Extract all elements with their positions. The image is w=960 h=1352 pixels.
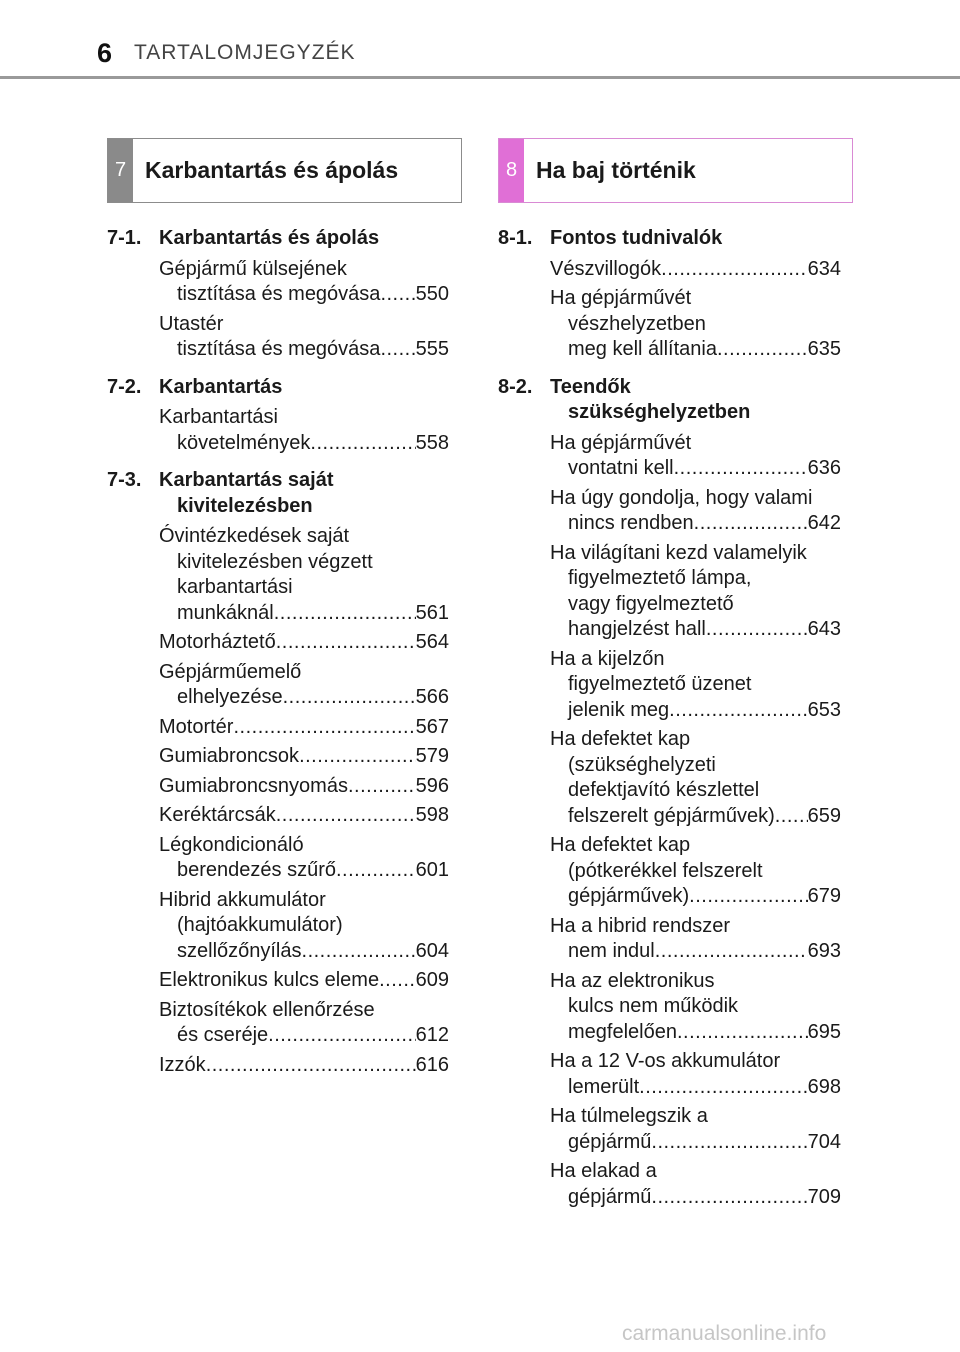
toc-entry-text: Vészvillogók — [550, 257, 662, 280]
toc-entry[interactable] — [159, 257, 449, 308]
toc-entry[interactable] — [159, 968, 449, 994]
toc-page-number: 642 — [807, 512, 841, 534]
toc-entry-text: nem indul — [568, 940, 655, 962]
toc-group-title-line: kivitelezésben — [177, 494, 313, 517]
toc-entry-text: gépjármű — [568, 1130, 652, 1153]
toc-entry-text: berendezés szűrő — [177, 859, 336, 881]
toc-entry-text: vontatni kell — [568, 457, 674, 479]
toc-entry[interactable] — [159, 312, 449, 363]
toc-entry-text: defektjavító készlettel — [568, 779, 760, 801]
dot-leader — [336, 858, 416, 884]
toc-entry-text: Ha elakad a — [550, 1160, 657, 1182]
toc-entry-last-line — [550, 617, 841, 643]
toc-page-number: 564 — [415, 631, 449, 653]
toc-entry-last-line — [159, 939, 449, 965]
toc-entry-text: Légkondicionáló — [159, 833, 304, 856]
toc-entry-last-line — [550, 1130, 841, 1156]
toc-entry-text: Ha defektet kap — [550, 834, 691, 856]
toc-page-number: 693 — [807, 940, 841, 962]
toc-entry[interactable] — [159, 803, 449, 829]
toc-entry-text: tisztítása és megóvása — [177, 338, 381, 360]
toc-entry-last-line — [550, 1185, 841, 1211]
dot-leader — [651, 1185, 807, 1211]
dot-leader — [689, 884, 807, 910]
toc-entry[interactable] — [550, 431, 841, 482]
toc-entry[interactable] — [550, 1159, 841, 1210]
dot-leader — [661, 257, 807, 283]
toc-entry-text: szellőzőnyílás — [177, 939, 302, 962]
dot-leader — [380, 337, 415, 363]
toc-entry-text: Ha defektet kap — [550, 728, 691, 750]
section-7-number: 7 — [108, 139, 133, 202]
toc-group — [498, 226, 841, 363]
toc-entry-last-line — [159, 282, 449, 308]
toc-entry-text: Motortér — [159, 715, 234, 738]
toc-page-number: 612 — [415, 1024, 449, 1046]
toc-entry-last-line — [550, 698, 841, 724]
toc-group-title — [159, 375, 449, 401]
toc-group — [107, 375, 449, 457]
toc-entry-text: karbantartási — [177, 576, 293, 598]
toc-entry[interactable] — [159, 744, 449, 770]
page-header — [0, 0, 960, 80]
toc-entry[interactable] — [159, 998, 449, 1049]
toc-group — [107, 468, 449, 1078]
toc-entry-text: meg kell állítania — [568, 338, 717, 360]
toc-group-number: 8-1. — [498, 227, 533, 249]
section-7-header — [107, 138, 462, 203]
toc-entry-last-line — [550, 939, 841, 965]
dot-leader — [206, 1053, 416, 1079]
toc-entry-last-line — [159, 630, 449, 656]
dot-leader — [302, 939, 416, 965]
toc-entry-last-line — [159, 685, 449, 711]
dot-leader — [299, 744, 416, 770]
toc-page-number: 609 — [415, 969, 449, 991]
toc-entry-text: Keréktárcsák — [159, 804, 276, 826]
toc-group-heading — [498, 375, 841, 426]
toc-entry-text: gépjármű — [568, 1185, 652, 1208]
toc-group-title — [159, 226, 449, 252]
toc-page-number: 635 — [807, 338, 841, 360]
toc-entry-text: Ha túlmelegszik a — [550, 1105, 708, 1127]
toc-entry-text: felszerelt gépjárművek) — [568, 804, 775, 827]
toc-entry-text: figyelmeztető lámpa, — [568, 567, 752, 589]
toc-entry[interactable] — [159, 405, 449, 456]
toc-page-number: 695 — [807, 1020, 841, 1043]
toc-entry-text: Ha az elektronikus — [550, 969, 715, 992]
toc-entry-text: Ha úgy gondolja, hogy valami — [550, 486, 813, 509]
toc-entry[interactable] — [550, 541, 841, 643]
dot-leader — [677, 1020, 808, 1046]
toc-entry-text: munkáknál — [177, 601, 274, 624]
toc-entry[interactable] — [550, 727, 841, 829]
toc-group-number: 7-1. — [107, 227, 142, 249]
toc-entry-last-line — [159, 431, 449, 457]
toc-group-heading — [107, 468, 449, 519]
toc-page-number: 555 — [415, 338, 449, 360]
dot-leader — [655, 939, 808, 965]
section-7-toc — [107, 226, 449, 1090]
dot-leader — [310, 431, 415, 457]
toc-entry-last-line — [550, 337, 841, 363]
toc-entry-text: vagy figyelmeztető — [568, 592, 734, 615]
toc-entry-text: Ha a kijelzőn — [550, 647, 665, 670]
toc-entry-text: Hibrid akkumulátor — [159, 888, 326, 911]
toc-page-number: 579 — [415, 745, 449, 767]
dot-leader — [233, 715, 415, 741]
toc-entry[interactable] — [550, 914, 841, 965]
toc-group — [498, 375, 841, 1211]
toc-entry-text: Karbantartási — [159, 406, 278, 428]
toc-group-title-line: Karbantartás saját — [159, 469, 334, 491]
toc-entry-text: tisztítása és megóvása — [177, 283, 381, 305]
toc-group-number: 8-2. — [498, 375, 533, 398]
toc-page-number: 636 — [807, 457, 841, 479]
toc-entry-last-line — [550, 257, 841, 283]
toc-entry-last-line — [550, 804, 841, 830]
toc-entry-last-line — [550, 511, 841, 537]
toc-group-heading — [107, 375, 449, 401]
toc-entry[interactable] — [159, 888, 449, 965]
section-8-title: Ha baj történik — [536, 157, 696, 183]
toc-page-number: 567 — [415, 715, 449, 738]
toc-entry[interactable] — [159, 715, 449, 741]
toc-entry-text: Izzók — [159, 1053, 206, 1076]
toc-group-title-line: Fontos tudnivalók — [550, 227, 723, 249]
toc-page-number: 604 — [415, 939, 449, 962]
toc-entry-text: Ha a hibrid rendszer — [550, 914, 731, 937]
toc-page-number: 596 — [415, 774, 449, 797]
toc-page-number: 653 — [807, 698, 841, 721]
dot-leader — [276, 803, 416, 829]
toc-entry-text: Biztosítékok ellenőrzése — [159, 998, 375, 1021]
toc-entry-text: (szükséghelyzeti — [568, 753, 716, 776]
toc-entry-text: és cseréje — [177, 1024, 269, 1046]
toc-entry-text: megfelelően — [568, 1020, 677, 1043]
toc-entry-text: Gépjármű külsejének — [159, 257, 347, 280]
section-7-title: Karbantartás és ápolás — [145, 157, 399, 183]
toc-entry[interactable] — [550, 647, 841, 724]
toc-group-heading — [107, 226, 449, 252]
toc-entry-last-line — [159, 774, 449, 800]
toc-entry[interactable] — [550, 1104, 841, 1155]
toc-entry-text: Ha gépjárművét — [550, 287, 692, 309]
toc-page-number: 698 — [807, 1075, 841, 1098]
section-8-number: 8 — [499, 139, 524, 202]
toc-group-title — [550, 375, 841, 426]
dot-leader — [639, 1075, 807, 1101]
toc-entry[interactable] — [550, 1049, 841, 1100]
toc-group-title-line: Karbantartás és ápolás — [159, 227, 380, 249]
toc-group-title-line: szükséghelyzetben — [568, 401, 751, 423]
toc-entry-last-line — [159, 968, 449, 994]
toc-entry-text: Ha a 12 V-os akkumulátor — [550, 1050, 781, 1072]
toc-group-title-line: Teendők — [550, 375, 631, 398]
toc-entry-text: hangjelzést hall — [568, 618, 706, 640]
toc-entry[interactable] — [159, 660, 449, 711]
dot-leader — [274, 601, 416, 627]
toc-entry-text: Gumiabroncsok — [159, 745, 300, 767]
toc-entry-last-line — [159, 1053, 449, 1079]
dot-leader — [268, 1023, 415, 1049]
toc-entry[interactable] — [550, 969, 841, 1046]
toc-entry-text: Ha gépjárművét — [550, 431, 692, 454]
page-number: 6 — [97, 38, 113, 68]
toc-group-title-line: Karbantartás — [159, 375, 283, 398]
toc-entry-text: elhelyezése — [177, 686, 283, 708]
toc-entry-text: Óvintézkedések saját — [159, 525, 350, 547]
toc-group-number: 7-2. — [107, 375, 142, 398]
toc-page-number: 616 — [415, 1053, 449, 1076]
toc-entry[interactable] — [159, 524, 449, 626]
toc-entry-text: követelmények — [177, 431, 311, 454]
toc-entry-text: Gépjárműemelő — [159, 660, 302, 683]
toc-page-number: 601 — [415, 859, 449, 881]
toc-entry-last-line — [159, 803, 449, 829]
toc-entry-text: gépjárművek) — [568, 885, 690, 907]
toc-entry-text: Motorháztető — [159, 631, 276, 653]
toc-entry-text: kulcs nem működik — [568, 995, 739, 1017]
toc-page-number: 709 — [807, 1185, 841, 1208]
toc-group-heading — [498, 226, 841, 252]
toc-entry-last-line — [159, 744, 449, 770]
toc-page-number: 634 — [807, 257, 841, 280]
toc-entry-last-line — [550, 884, 841, 910]
toc-entry-text: jelenik meg — [568, 698, 670, 721]
toc-entry-text: kivitelezésben végzett — [177, 550, 373, 573]
toc-entry[interactable] — [159, 833, 449, 884]
header-divider — [0, 76, 960, 79]
dot-leader — [651, 1130, 807, 1156]
toc-entry-text: (pótkerékkel felszerelt — [568, 859, 763, 882]
watermark: carmanualsonline.info — [622, 1322, 827, 1345]
toc-entry-text: nincs rendben — [568, 512, 694, 534]
toc-entry-last-line — [159, 1023, 449, 1049]
toc-entry-last-line — [550, 1020, 841, 1046]
toc-page-number: 643 — [807, 618, 841, 640]
section-8-header — [498, 138, 853, 203]
toc-entry-text: figyelmeztető üzenet — [568, 673, 752, 695]
toc-entry-text: Utastér — [159, 312, 224, 335]
toc-entry-last-line — [159, 715, 449, 741]
dot-leader — [380, 282, 415, 308]
dot-leader — [669, 698, 807, 724]
toc-entry-last-line — [159, 858, 449, 884]
toc-group-title — [550, 226, 841, 252]
toc-entry[interactable] — [159, 774, 449, 800]
toc-entry-last-line — [550, 456, 841, 482]
toc-page-number: 679 — [807, 885, 841, 907]
toc-page-number: 550 — [415, 283, 449, 305]
dot-leader — [694, 511, 808, 537]
toc-entry-text: vészhelyzetben — [568, 312, 706, 335]
dot-leader — [775, 804, 808, 830]
toc-entry-last-line — [159, 337, 449, 363]
dot-leader — [348, 774, 416, 800]
toc-entry-text: Elektronikus kulcs eleme — [159, 969, 380, 991]
toc-page-number: 659 — [807, 804, 841, 827]
toc-entry[interactable] — [550, 833, 841, 910]
toc-entry[interactable] — [550, 486, 841, 537]
toc-entry-last-line — [159, 601, 449, 627]
toc-entry-text: lemerült — [568, 1075, 640, 1098]
toc-group-number: 7-3. — [107, 469, 142, 491]
toc-group — [107, 226, 449, 363]
dot-leader — [706, 617, 808, 643]
dot-leader — [276, 630, 416, 656]
toc-entry[interactable] — [159, 630, 449, 656]
toc-entry-text: Ha világítani kezd valamelyik — [550, 541, 807, 564]
page-title: TARTALOMJEGYZÉK — [134, 41, 356, 64]
toc-page-number: 598 — [415, 804, 449, 826]
section-8-toc — [498, 226, 841, 1222]
toc-page-number: 704 — [807, 1130, 841, 1153]
dot-leader — [283, 685, 416, 711]
toc-group-title — [159, 468, 449, 519]
toc-entry[interactable] — [550, 286, 841, 363]
toc-entry[interactable] — [550, 257, 841, 283]
dot-leader — [717, 337, 808, 363]
toc-entry-text: (hajtóakkumulátor) — [177, 914, 343, 936]
dot-leader — [674, 456, 808, 482]
toc-entry-last-line — [550, 1075, 841, 1101]
toc-entry-text: Gumiabroncsnyomás — [159, 774, 348, 797]
toc-page-number: 558 — [415, 431, 449, 454]
toc-page-number: 561 — [415, 601, 449, 624]
toc-page-number: 566 — [415, 686, 449, 708]
dot-leader — [379, 968, 416, 994]
toc-entry[interactable] — [159, 1053, 449, 1079]
